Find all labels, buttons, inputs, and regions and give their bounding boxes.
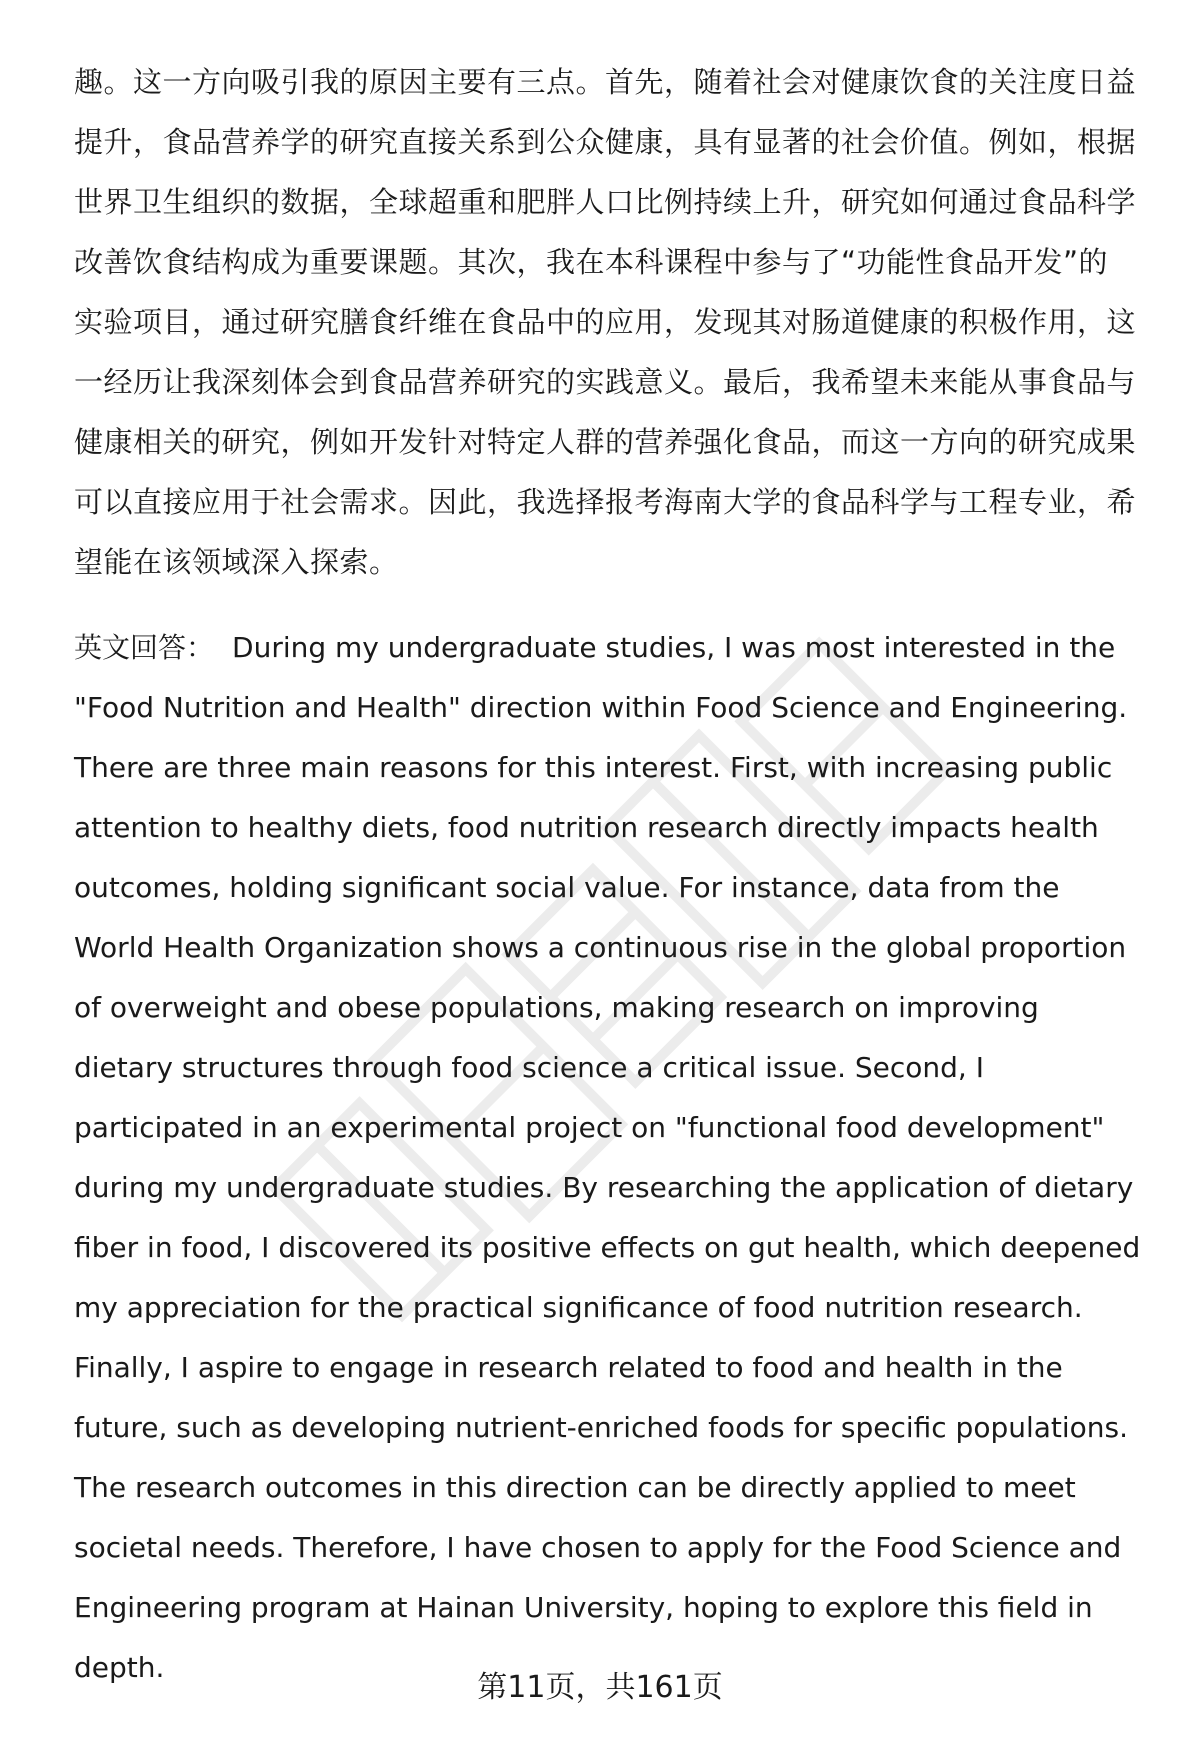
page-number-footer: 第11页，共161页 <box>477 1670 723 1705</box>
en-line: The research outcomes in this direction can be directly applied to meet <box>74 1471 1076 1504</box>
zh-line: 实验项目，通过研究膳食纤维在食品中的应用，发现其对肠道健康的积极作用，这 <box>74 305 1137 339</box>
en-line: Finally, I aspire to engage in research related to food and health in the <box>74 1351 1063 1384</box>
en-line: outcomes, holding significant social value. For instance, data from the <box>74 871 1060 904</box>
zh-line: 改善饮食结构成为重要课题。其次，我在本科课程中参与了“功能性食品开发”的 <box>74 245 1109 279</box>
zh-line: 提升，食品营养学的研究直接关系到公众健康，具有显著的社会价值。例如，根据 <box>74 125 1137 159</box>
en-line: my appreciation for the practical significance of food nutrition research. <box>74 1291 1083 1324</box>
en-line-first <box>74 618 1154 678</box>
en-line: "Food Nutrition and Health" direction within Food Science and Engineering. <box>74 691 1128 724</box>
en-line: future, such as developing nutrient-enriched foods for specific populations. <box>74 1411 1129 1444</box>
en-line: societal needs. Therefore, I have chosen to apply for the Food Science and <box>74 1531 1122 1564</box>
zh-line: 望能在该领域深入探索。 <box>74 545 399 579</box>
zh-line: 一经历让我深刻体会到食品营养研究的实践意义。最后，我希望未来能从事食品与 <box>74 365 1137 399</box>
en-line: during my undergraduate studies. By researching the application of dietary <box>74 1171 1134 1204</box>
zh-line: 健康相关的研究，例如开发针对特定人群的营养强化食品，而这一方向的研究成果 <box>74 425 1137 459</box>
en-line: depth. <box>74 1651 165 1684</box>
en-line: dietary structures through food science a critical issue. Second, I <box>74 1051 984 1084</box>
en-line: There are three main reasons for this interest. First, with increasing public <box>74 751 1113 784</box>
en-line-text: During my undergraduate studies, I was most interested in the <box>232 631 1116 664</box>
en-line: World Health Organization shows a continuous rise in the global proportion <box>74 931 1127 964</box>
english-answer-label: 英文回答： <box>74 631 215 664</box>
en-line: of overweight and obese populations, making research on improving <box>74 991 1039 1024</box>
en-line: Engineering program at Hainan University, hoping to explore this field in <box>74 1591 1093 1624</box>
en-line: attention to healthy diets, food nutrition research directly impacts health <box>74 811 1099 844</box>
en-line: participated in an experimental project on "functional food development" <box>74 1111 1105 1144</box>
zh-line: 世界卫生组织的数据，全球超重和肥胖人口比例持续上升，研究如何通过食品科学 <box>74 185 1137 219</box>
en-line: fiber in food, I discovered its positive effects on gut health, which deepened <box>74 1231 1141 1264</box>
english-answer-paragraph <box>74 618 1154 1698</box>
zh-line: 趣。这一方向吸引我的原因主要有三点。首先，随着社会对健康饮食的关注度日益 <box>74 65 1137 99</box>
chinese-answer-paragraph <box>74 52 1137 592</box>
zh-line: 可以直接应用于社会需求。因此，我选择报考海南大学的食品科学与工程专业，希 <box>74 485 1137 519</box>
